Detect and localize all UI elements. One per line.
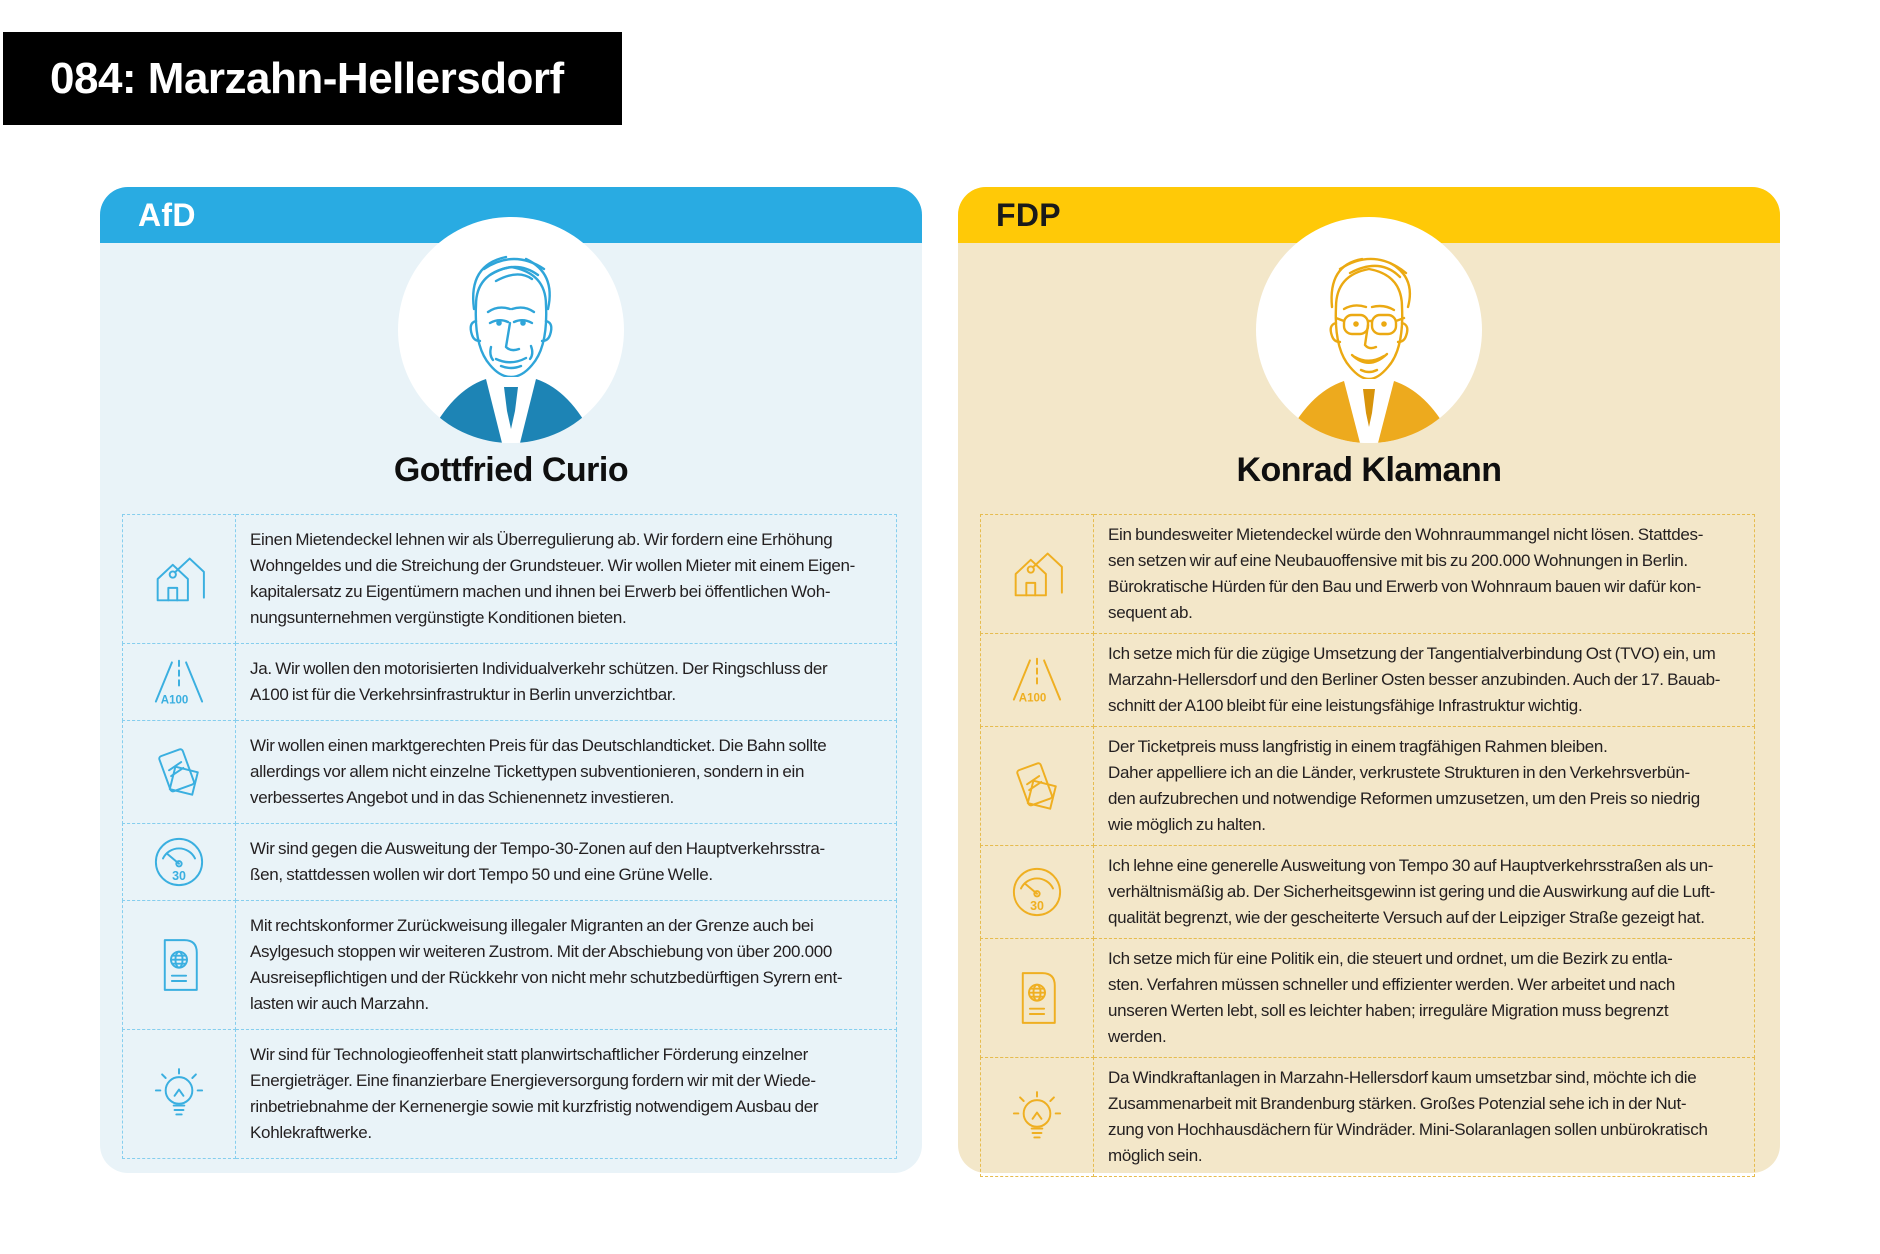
position-row [980,726,1755,846]
position-text: Ein bundesweiter Mietendeckel würde den Wohnraummangel nicht lösen. Stattdes- sen setzen wir auf eine Neubauoffensive mit bis zu 200.000 Wohnungen in Berlin. Bürokratische Hürden für den Bau und Erwerb von Wohnraum bauen wir dafür kon- sequent ab. [1094,514,1755,634]
position-text: Mit rechtskonformer Zurückweisung illegaler Migranten an der Grenze auch bei Asylgesuch stoppen wir weiteren Zustrom. Mit der Abschiebung von über 200.000 Ausreisepflichtigen und der Rückkehr von nicht mehr schutzbedürftigen Syrern ent- lasten wir auch Marzahn. [236,900,897,1030]
lightbulb-icon [980,1057,1094,1177]
position-row [122,720,897,824]
road-a100-icon [980,633,1094,727]
passport-glyph [147,933,211,997]
portrait-line-art [1256,217,1482,443]
position-text: Ja. Wir wollen den motorisierten Individualverkehr schützen. Der Ringschluss der A100 ist für die Verkehrsinfrastruktur in Berlin unverzichtbar. [236,643,897,721]
lightbulb-icon [122,1029,236,1159]
position-row [980,633,1755,727]
house-icon [122,514,236,644]
svg-text:A100: A100 [160,694,189,707]
party-label: FDP [996,196,1061,233]
tickets-glyph [147,740,211,804]
candidate-portrait [398,217,624,443]
tickets-glyph [1005,754,1069,818]
tickets-icon [122,720,236,824]
position-text: Der Ticketpreis muss langfristig in einem tragfähigen Rahmen bleiben. Daher appelliere ich an die Länder, verkrustete Strukturen in den Verkehrsverbün- den aufzubrechen und notwendige Reformen umzusetzen, um den Preis so niedrig wie möglich zu halten. [1094,726,1755,846]
passport-icon [122,900,236,1030]
district-title: 084: Marzahn-Hellersdorf [50,53,564,103]
position-row [122,900,897,1030]
speedometer-glyph [1005,860,1069,924]
position-row [980,1057,1755,1177]
road-a100-icon [122,643,236,721]
candidate-name: Gottfried Curio [393,451,629,489]
position-text: Ich setze mich für die zügige Umsetzung der Tangentialverbindung Ost (TVO) ein, um Marzahn-Hellersdorf und den Berliner Osten besser anzubinden. Auch der 17. Bauab- schnitt der A100 bleibt für eine leistungsfähige Infrastruktur wichtig. [1094,633,1755,727]
passport-icon [980,938,1094,1058]
speed-30-icon [980,845,1094,939]
svg-text:30: 30 [172,868,186,883]
road-glyph [1005,648,1069,712]
party-label: AfD [138,196,196,233]
portrait-line-art [398,217,624,443]
candidate-portrait [1256,217,1482,443]
lightbulb-glyph [1005,1085,1069,1149]
position-text: Einen Mietendeckel lehnen wir als Überregulierung ab. Wir fordern eine Erhöhung Wohngeldes und die Streichung der Grundsteuer. Wir wollen Mieter mit einem Eigen- kapitalersatz zu Eigentümern machen und ihnen bei Erwerb bei öffentlichen Woh- nungsunternehmen vergünstigte Konditionen bieten. [236,514,897,644]
house-icon [980,514,1094,634]
tickets-icon [980,726,1094,846]
positions-table [122,514,897,1159]
candidate-cards [100,187,1780,1173]
svg-text:30: 30 [1030,898,1044,913]
position-row [122,514,897,644]
position-text: Ich lehne eine generelle Ausweitung von Tempo 30 auf Hauptverkehrsstraßen als un- verhältnismäßig ab. Der Sicherheitsgewinn ist gering und die Auswirkung auf die Luft- qualität begrenzt, wie der gescheiterte Versuch auf der Leipziger Straße gezeigt hat. [1094,845,1755,939]
passport-glyph [1005,966,1069,1030]
position-row [980,845,1755,939]
position-text: Ich setze mich für eine Politik ein, die steuert und ordnet, um die Bezirk zu entla- sten. Verfahren müssen schneller und effizienter werden. Wer arbeitet und nach unseren Werten lebt, soll es leichter haben; irreguläre Migration muss begrenzt werden. [1094,938,1755,1058]
position-text: Wir wollen einen marktgerechten Preis für das Deutschlandticket. Die Bahn sollte allerdings vor allem nicht einzelne Tickettypen subventionieren, sondern in ein verbessertes Angebot und in das Schienennetz investieren. [236,720,897,824]
house-glyph [147,547,211,611]
position-text: Wir sind für Technologieoffenheit statt planwirtschaftlicher Förderung einzelner Energieträger. Eine finanzierbare Energieversorgung fordern wir mit der Wiede- rinbetriebnahme der Kernenergie sowie mit kurzfristig notwendigem Ausbau der Kohlekraftwerke. [236,1029,897,1159]
road-glyph [147,650,211,714]
position-row [980,938,1755,1058]
speed-30-icon [122,823,236,901]
position-row [122,1029,897,1159]
position-row [122,643,897,721]
candidate-card-fdp [958,187,1780,1173]
speedometer-glyph [147,830,211,894]
position-row [122,823,897,901]
positions-table [980,514,1755,1177]
svg-text:A100: A100 [1018,692,1047,705]
candidate-card-afd [100,187,922,1173]
candidate-name: Konrad Klamann [1236,451,1502,489]
house-glyph [1005,542,1069,606]
position-row [980,514,1755,634]
position-text: Da Windkraftanlagen in Marzahn-Hellersdorf kaum umsetzbar sind, möchte ich die Zusammenarbeit mit Brandenburg stärken. Großes Potenzial sehe ich in der Nut- zung von Hochhausdächern für Windräder. Mini-Solaranlagen sollen unbürokratisch möglich sein. [1094,1057,1755,1177]
position-text: Wir sind gegen die Ausweitung der Tempo-30-Zonen auf den Hauptverkehrsstra- ßen, stattdessen wollen wir dort Tempo 50 und eine Grüne Welle. [236,823,897,901]
lightbulb-glyph [147,1062,211,1126]
district-title-bar [3,32,622,125]
